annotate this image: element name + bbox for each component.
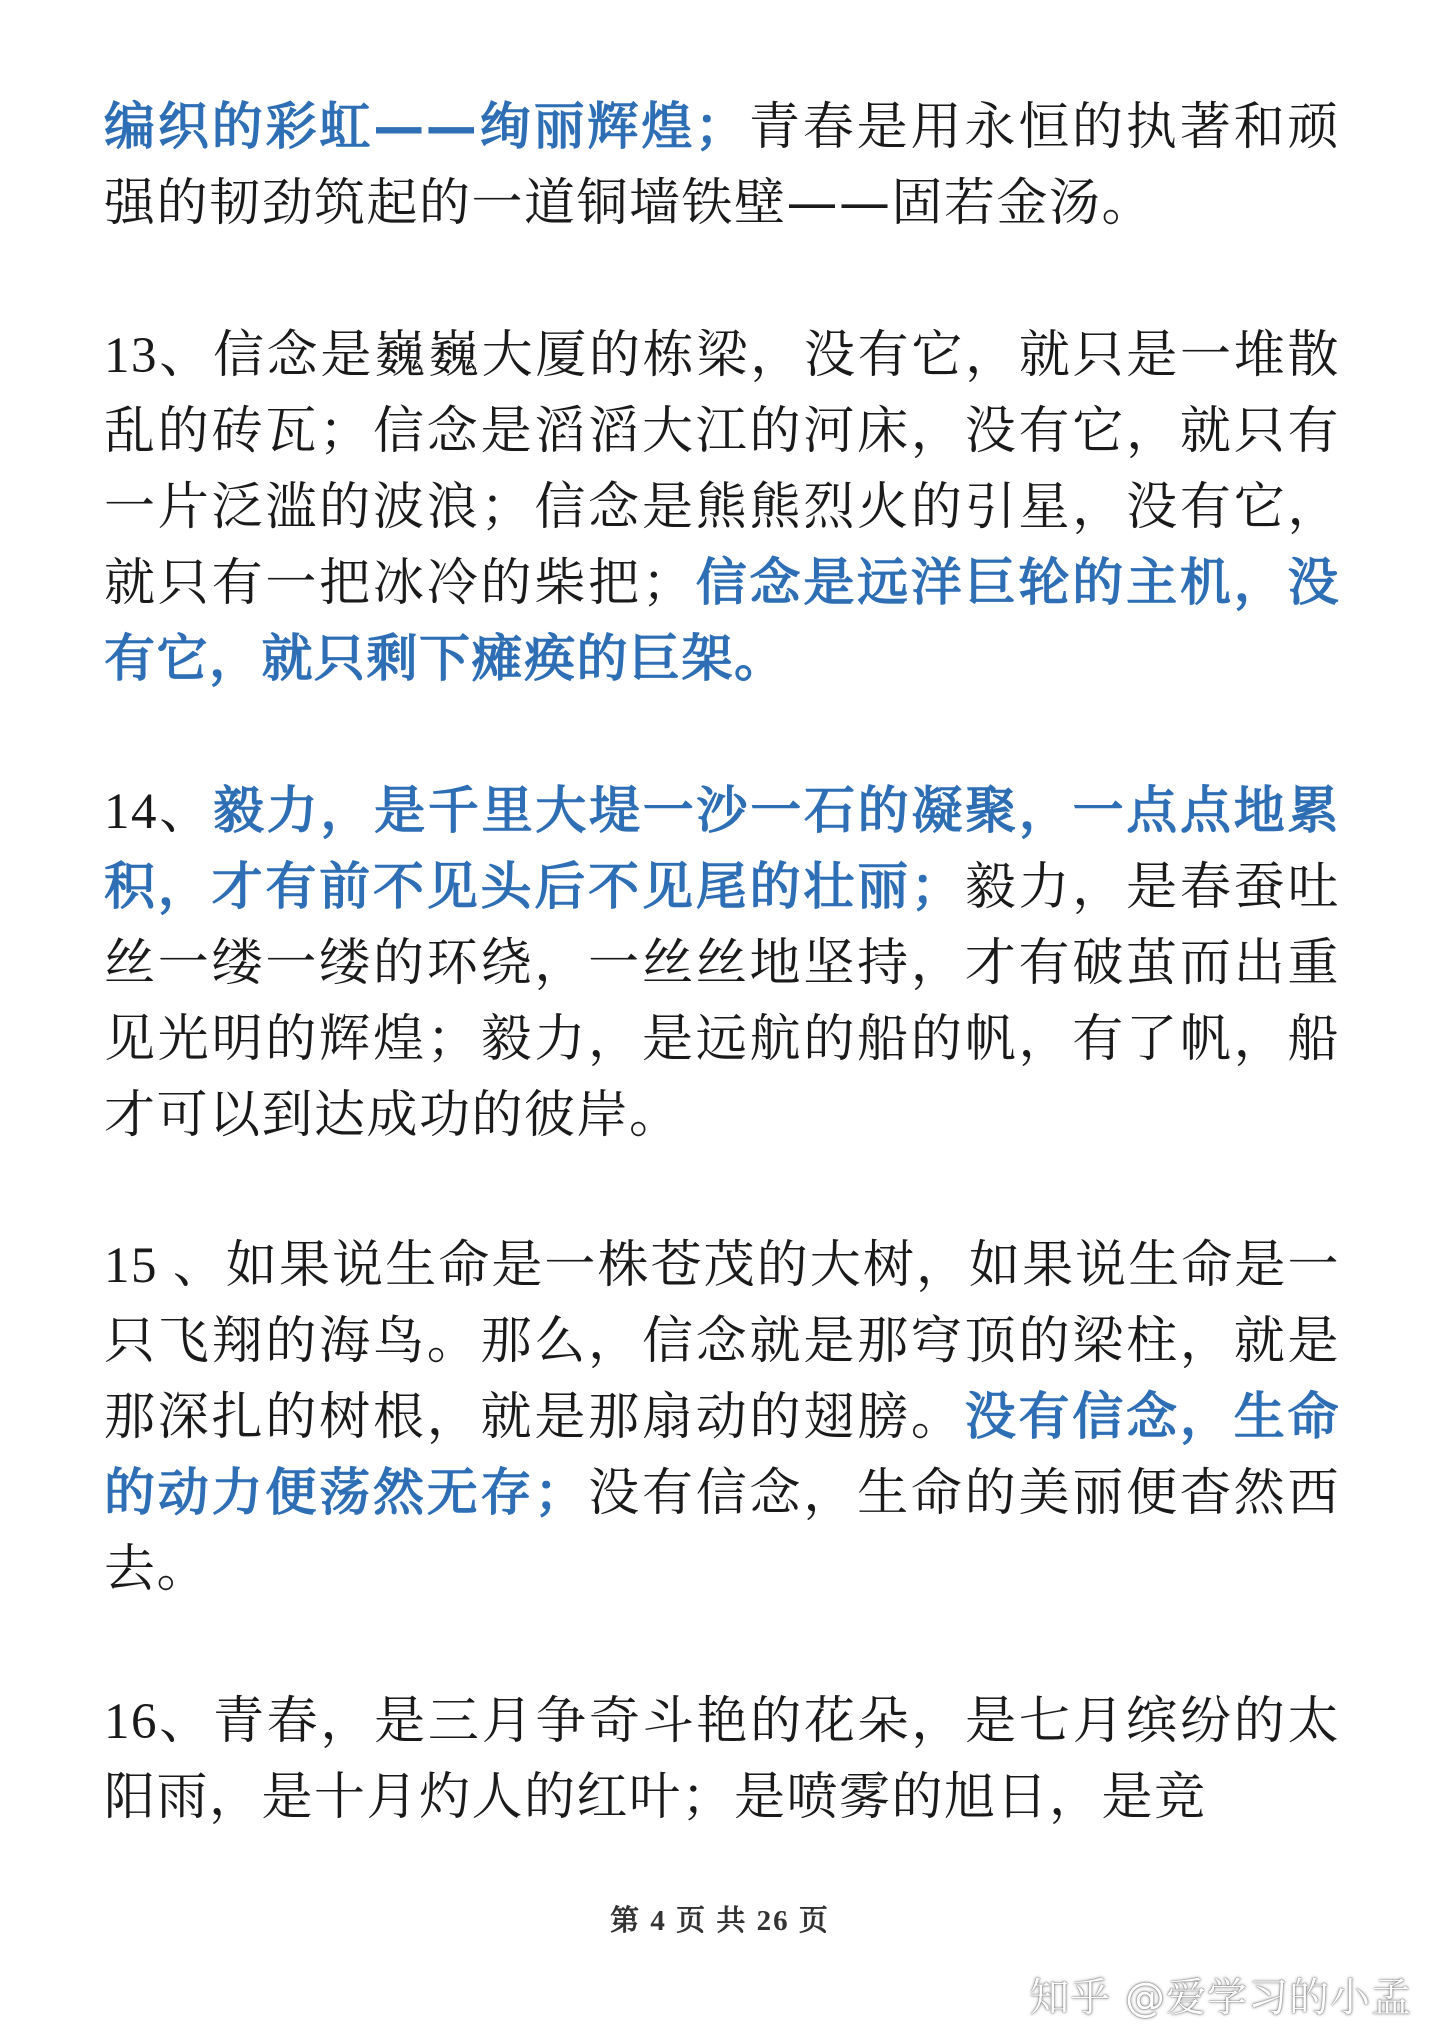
highlighted-text: 没有信念，生命的动力便荡然无存； [104, 1388, 1340, 1523]
highlighted-text: 毅力，是千里大堤一沙一石的凝聚，一点点地累积，才有前不见头后不见尾的壮丽； [104, 782, 1340, 917]
body-text: 、 [158, 782, 213, 841]
item-number: 15 [104, 1238, 173, 1294]
paragraph-13 [104, 318, 1340, 698]
item-number: 13 [104, 328, 158, 384]
item-number: 16 [104, 1694, 158, 1750]
body-text: 、信念是巍巍大厦的栋梁，没有它，就只是一堆散乱的砖瓦；信念是滔滔大江的河床，没有它，就只有一片泛滥的波浪；信念是熊熊烈火的引星，没有它，就只有一把冰冷的柴把； [104, 326, 1340, 613]
body-text: 青春是用永恒的执著和顽强的韧劲筑起的一道铜墙铁壁——固若金汤。 [104, 98, 1340, 233]
zhihu-watermark: 知乎 @爱学习的小孟 [1029, 1975, 1412, 2021]
body-text: 、如果说生命是一株苍茂的大树，如果说生命是一只飞翔的海鸟。那么，信念就是那穹顶的梁柱，就是那深扎的树根，就是那扇动的翅膀。 [104, 1236, 1341, 1447]
paragraph-14 [104, 774, 1340, 1154]
item-number: 14 [104, 784, 158, 840]
paragraph-continued [104, 90, 1340, 242]
page-number-footer: 第 4 页 共 26 页 [610, 1905, 830, 1937]
highlighted-text: 编织的彩虹——绚丽辉煌； [104, 98, 748, 157]
body-text: 毅力，是春蚕吐丝一缕一缕的环绕，一丝丝地坚持，才有破茧而出重见光明的辉煌；毅力，是远航的船的帆，有了帆，船才可以到达成功的彼岸。 [104, 858, 1340, 1145]
body-text: 、青春，是三月争奇斗艳的花朵，是七月缤纷的太阳雨，是十月灼人的红叶；是喷雾的旭日，是竞 [104, 1692, 1340, 1827]
paragraph-16 [104, 1684, 1340, 1836]
highlighted-text: 信念是远洋巨轮的主机，没有它，就只剩下瘫痪的巨架。 [104, 554, 1340, 689]
body-text: 没有信念，生命的美丽便杳然西去。 [104, 1464, 1340, 1599]
paragraph-15 [104, 1228, 1340, 1608]
